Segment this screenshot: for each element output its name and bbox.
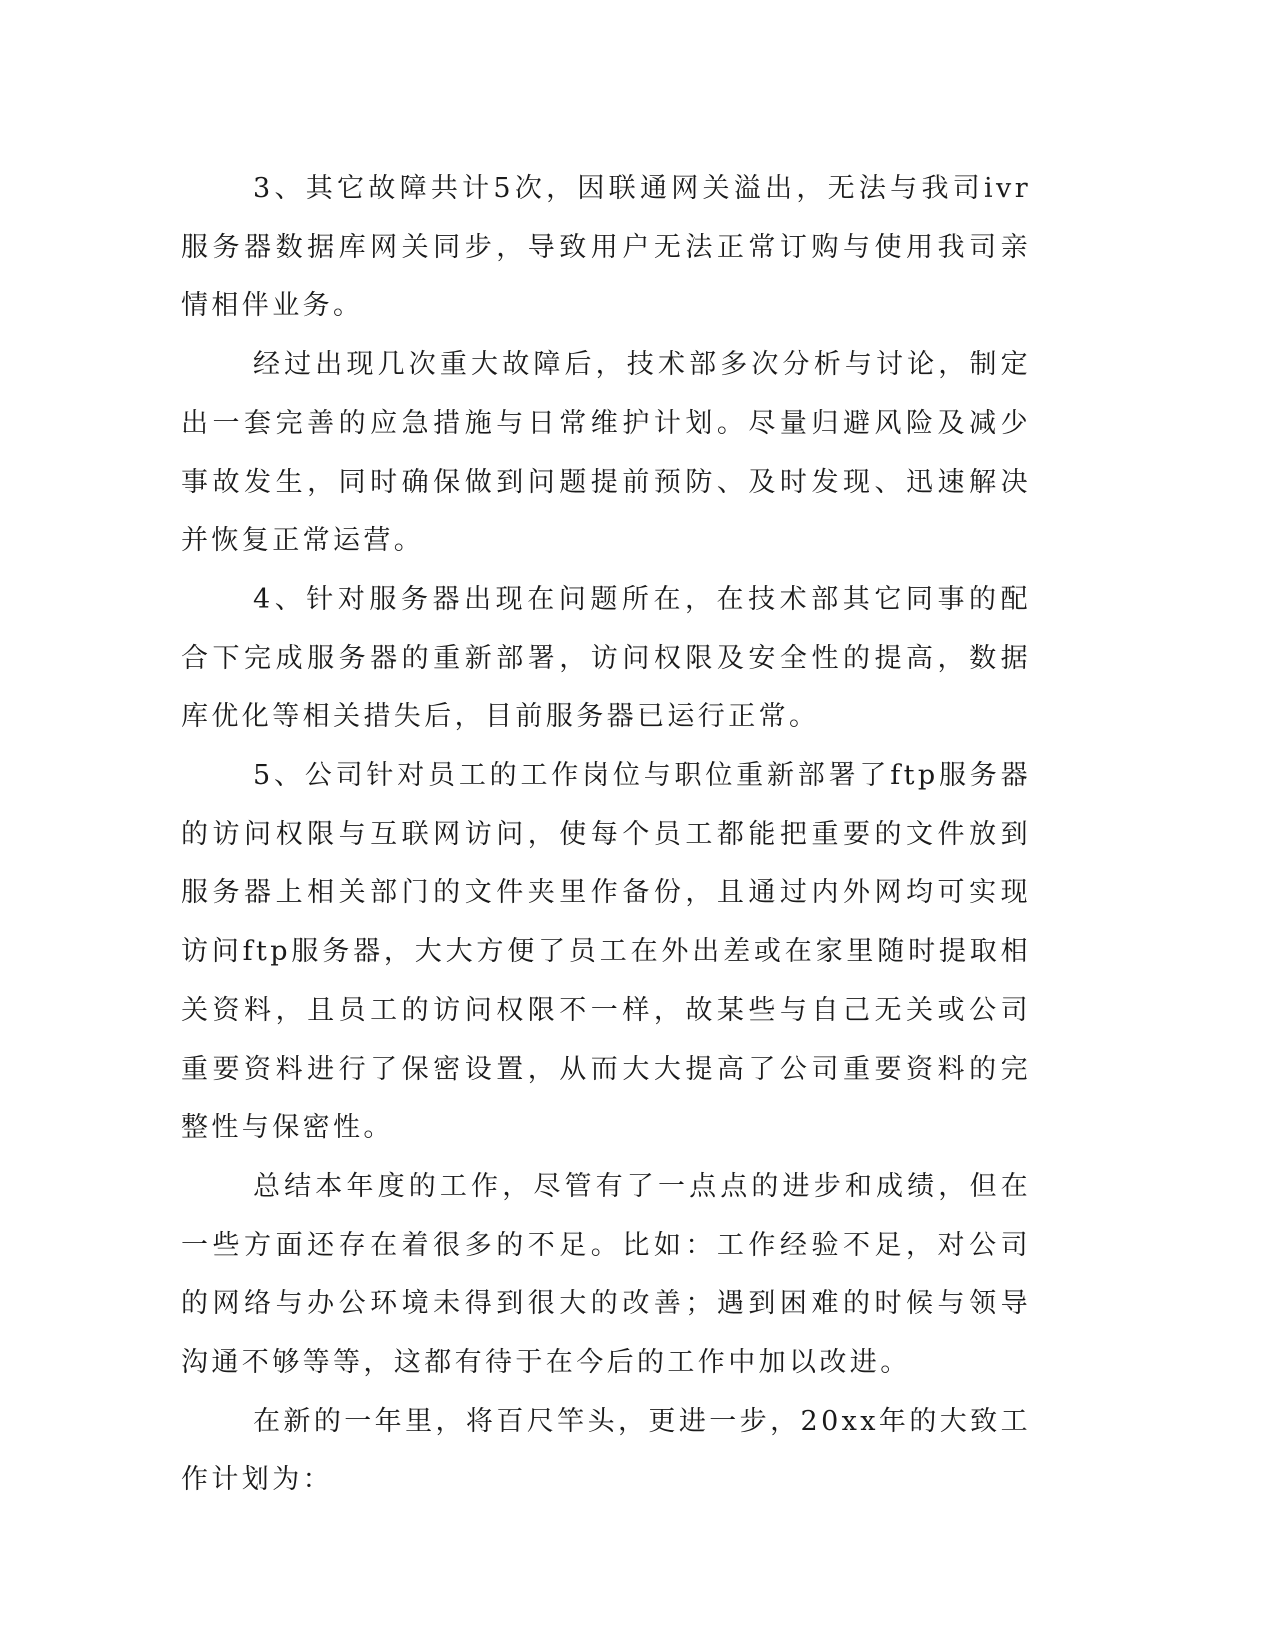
document-body [181, 160, 1031, 1510]
paragraph-next-year-plan: 在新的一年里，将百尺竿头，更进一步，20xx年的大致工作计划为： [181, 1405, 1031, 1496]
paragraph-emergency-measures: 经过出现几次重大故障后，技术部多次分析与讨论，制定出一套完善的应急措施与日常维护计划。尽量归避风险及减少事故发生，同时确保做到问题提前预防、及时发现、迅速解决并恢复正常运营。 [181, 349, 1031, 557]
paragraph-ftp-permissions: 5、公司针对员工的工作岗位与职位重新部署了ftp服务器的访问权限与互联网访问，使每个员工都能把重要的文件放到服务器上相关部门的文件夹里作备份，且通过内外网均可实现访问ftp服务器，大大方便了员工在外出差或在家里随时提取相关资料，且员工的访问权限不一样，故某些与自己无关或公司重要资料进行了保密设置，从而大大提高了公司重要资料的完整性与保密性。 [181, 760, 1031, 1144]
paragraph-server-redeployment: 4、针对服务器出现在问题所在，在技术部其它同事的配合下完成服务器的重新部署，访问权限及安全性的提高，数据库优化等相关措失后，目前服务器已运行正常。 [181, 583, 1031, 733]
paragraph-other-faults: 3、其它故障共计5次，因联通网关溢出，无法与我司ivr服务器数据库网关同步，导致用户无法正常订购与使用我司亲情相伴业务。 [181, 173, 1031, 322]
paragraph-annual-summary: 总结本年度的工作，尽管有了一点点的进步和成绩，但在一些方面还存在着很多的不足。比如：工作经验不足，对公司的网络与办公环境未得到很大的改善；遇到困难的时候与领导沟通不够等等，这都有待于在今后的工作中加以改进。 [181, 1170, 1031, 1379]
